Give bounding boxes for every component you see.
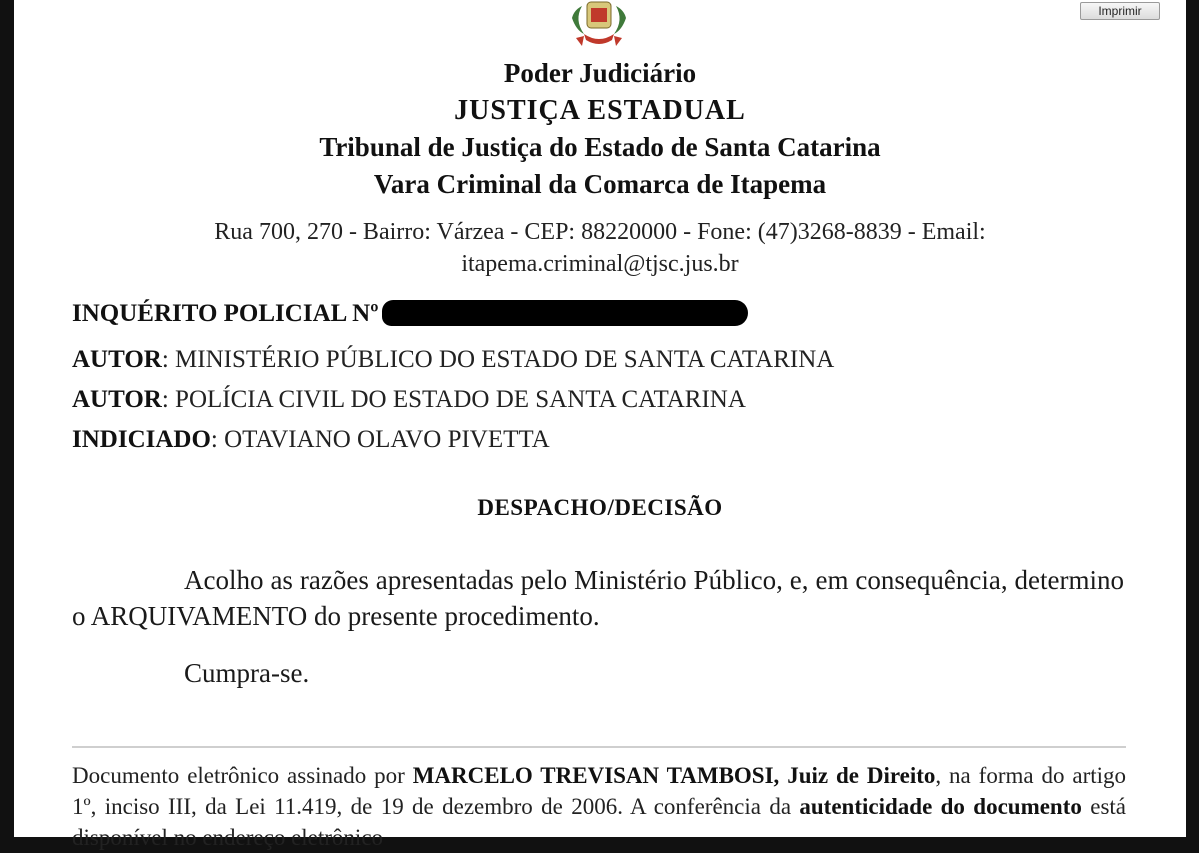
autor-row-2 [72,386,746,414]
decision-title: DESPACHO/DECISÃO [477,495,723,520]
header-vara: Vara Criminal da Comarca de Itapema [373,169,827,199]
header-poder-judiciario: Poder Judiciário [503,58,697,88]
header-tribunal: Tribunal de Justiça do Estado de Santa Catarina [319,132,881,162]
decision-paragraph: Acolho as razões apresentadas pelo Ministério Público, e, em consequência, determino o ARQUIVAMENTO do presente procedimento. [72,565,1124,631]
court-crest-icon [554,0,644,50]
inquerito-row [72,300,748,328]
signature-block [72,760,1126,853]
signature-text-2: está disponível no endereço eletrônico [72,794,1126,850]
signature-text: , na forma do artigo 1º, inciso III, da Lei 11.419, de 19 de dezembro de 2006. A conferência da [72,763,1127,819]
autor-row-1 [72,346,834,374]
authenticity-label: autenticidade do documento [799,794,1082,819]
redaction-bar [382,300,748,326]
autor-label-2: AUTOR [72,386,162,413]
autor-value-2: : POLÍCIA CIVIL DO ESTADO DE SANTA CATARINA [161,386,746,413]
signer-name: MARCELO TREVISAN TAMBOSI, Juiz de Direito [412,763,936,788]
divider [72,746,1126,748]
court-address [14,216,1186,280]
address-email: itapema.criminal@tjsc.jus.br [461,251,739,277]
signature-prefix: Documento eletrônico assinado por [72,763,413,788]
indiciado-value: : OTAVIANO OLAVO PIVETTA [210,426,550,453]
document-page [14,0,1186,850]
address-line-1: Rua 700, 270 - Bairro: Várzea - CEP: 88220000 - Fone: (47)3268-8839 - Email: [214,219,986,245]
autor-value-1: : MINISTÉRIO PÚBLICO DO ESTADO DE SANTA CATARINA [161,346,835,373]
indiciado-row [72,426,550,454]
inquerito-label: INQUÉRITO POLICIAL Nº [72,300,379,327]
print-button[interactable]: Imprimir [1080,2,1160,20]
indiciado-label: INDICIADO [72,426,211,453]
header-justica-estadual: JUSTIÇA ESTADUAL [454,95,746,126]
autor-label-1: AUTOR [72,346,162,373]
decision-closing: Cumpra-se. [184,658,310,688]
